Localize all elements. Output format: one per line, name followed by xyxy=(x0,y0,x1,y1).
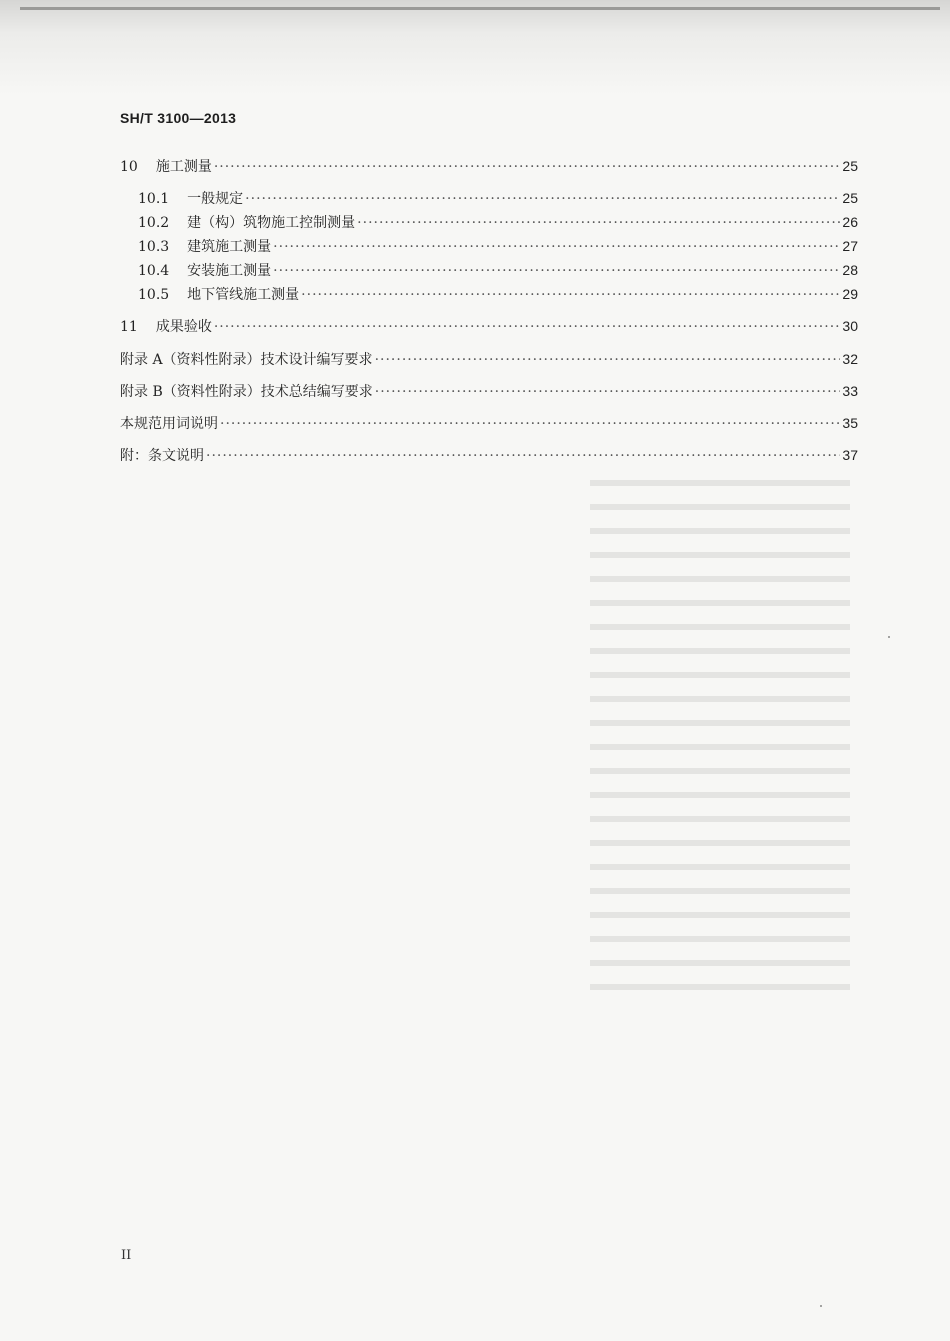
toc-entry[interactable] xyxy=(120,189,858,208)
header-rule xyxy=(20,7,940,10)
toc-entry[interactable] xyxy=(120,237,858,256)
toc-entry-page: 28 xyxy=(842,262,858,278)
toc-entry-number: 10.2 xyxy=(138,215,170,231)
page-number: II xyxy=(121,1248,132,1263)
toc-entry-page: 35 xyxy=(842,415,858,431)
scan-shadow xyxy=(0,0,950,95)
dot-leader xyxy=(273,238,840,256)
dot-leader xyxy=(301,286,840,304)
toc-entry[interactable] xyxy=(120,317,858,336)
toc-entry-number: 11 xyxy=(120,319,138,335)
toc-entry-title: 施工测量 xyxy=(155,159,212,175)
scan-speck xyxy=(888,636,890,638)
toc-entry-page: 25 xyxy=(842,190,858,206)
toc-entry-page: 37 xyxy=(842,447,858,463)
toc-entry-page: 26 xyxy=(842,214,858,230)
toc-entry-title: 本规范用词说明 xyxy=(120,416,218,432)
toc-entry[interactable] xyxy=(120,285,858,304)
toc-entry-title: 地下管线施工测量 xyxy=(187,287,300,303)
toc-entry-page: 32 xyxy=(842,351,858,367)
toc-entry-number: 10.3 xyxy=(138,239,170,255)
dot-leader xyxy=(273,262,840,280)
toc-entry[interactable] xyxy=(120,350,858,369)
toc-entry-title: 安装施工测量 xyxy=(187,263,272,279)
toc-entry[interactable] xyxy=(120,414,858,433)
bleed-through-text xyxy=(590,480,850,1000)
toc-entry[interactable] xyxy=(120,157,858,176)
toc-entry-page: 30 xyxy=(842,318,858,334)
dot-leader xyxy=(214,318,841,336)
dot-leader xyxy=(206,447,840,465)
dot-leader xyxy=(375,351,841,369)
dot-leader xyxy=(245,190,840,208)
dot-leader xyxy=(357,214,840,232)
toc-entry[interactable] xyxy=(120,261,858,280)
toc-entry-number: 10 xyxy=(120,159,138,175)
toc-entry-title: 附录 B（资料性附录）技术总结编写要求 xyxy=(120,384,373,400)
toc-entry-title: 一般规定 xyxy=(187,191,244,207)
toc-entry-title: 附录 A（资料性附录）技术设计编写要求 xyxy=(120,352,373,368)
toc-entry-number: 10.1 xyxy=(138,191,170,207)
toc-entry-page: 33 xyxy=(842,383,858,399)
toc-entry-title: 附：条文说明 xyxy=(120,448,204,464)
dot-leader xyxy=(214,158,841,176)
scan-speck xyxy=(820,1305,822,1307)
toc-entry-number: 10.5 xyxy=(138,287,170,303)
toc-entry-title: 建（构）筑物施工控制测量 xyxy=(187,215,356,231)
dot-leader xyxy=(220,415,840,433)
dot-leader xyxy=(375,383,841,401)
toc-entry-page: 27 xyxy=(842,238,858,254)
toc-entry[interactable] xyxy=(120,382,858,401)
toc-entry-number: 10.4 xyxy=(138,263,170,279)
toc-entry-page: 29 xyxy=(842,286,858,302)
toc-entry-page: 25 xyxy=(842,158,858,174)
toc-entry-title: 建筑施工测量 xyxy=(187,239,272,255)
toc-entry-title: 成果验收 xyxy=(155,319,212,335)
toc-entry[interactable] xyxy=(120,213,858,232)
toc-entry[interactable] xyxy=(120,446,858,465)
document-code: SH/T 3100—2013 xyxy=(120,110,237,126)
